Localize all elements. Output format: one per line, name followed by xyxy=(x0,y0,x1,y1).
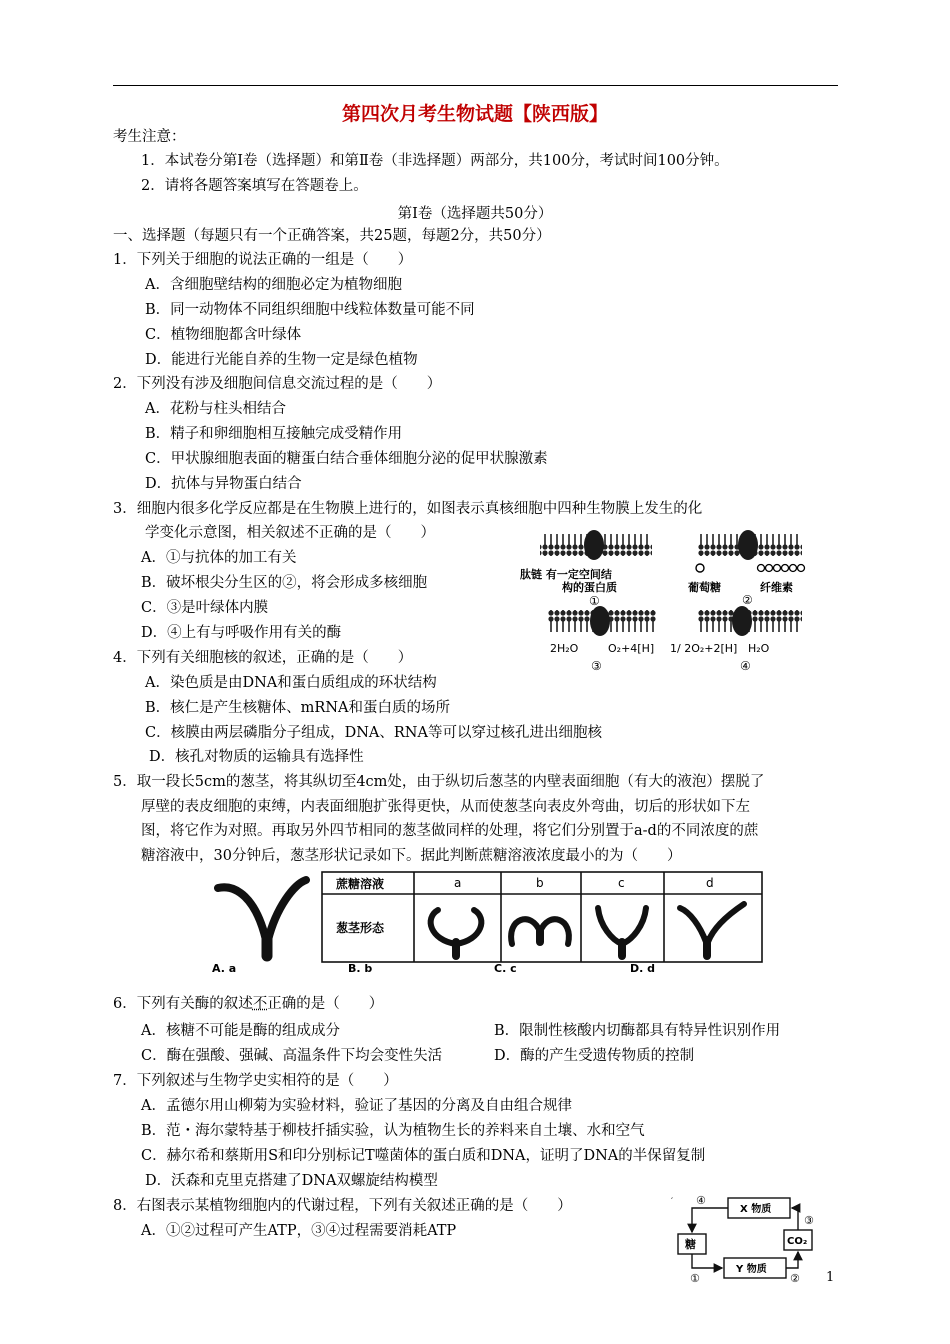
question-6-emphasis-mark: 不 xyxy=(252,996,268,1012)
notice-item-1: 1．本试卷分第Ⅰ卷（选择题）和第Ⅱ卷（非选择题）两部分，共100分，考试时间100分钟。 xyxy=(141,153,729,169)
stem-shape-a xyxy=(431,910,482,956)
process-3-number: ③ xyxy=(804,1214,814,1227)
membrane-1-label-2: 构的蛋白质 xyxy=(562,581,617,594)
process-1-number: ① xyxy=(690,1272,700,1284)
process-2-number: ② xyxy=(790,1272,800,1284)
question-6-stem-post: 正确的是（ ） xyxy=(267,996,384,1012)
membrane-1-label-1: 肽链 有一定空间结 xyxy=(520,568,612,581)
membrane-3-number: ③ xyxy=(591,659,602,673)
section-heading: 第Ⅰ卷（选择题共50分） xyxy=(397,206,553,222)
question-8-option-a: A．①②过程可产生ATP，③④过程需要消耗ATP xyxy=(141,1223,457,1239)
question-3-stem-line2: 学变化示意图，相关叙述不正确的是（ ） xyxy=(145,525,435,541)
question-2-stem: 2．下列没有涉及细胞间信息交流过程的是（ ） xyxy=(113,376,442,392)
question-3-stem-line1: 3．细胞内很多化学反应都是在生物膜上进行的，如图表示真核细胞中四种生物膜上发生的化 xyxy=(113,501,703,517)
table-header-solution: 蔗糖溶液 xyxy=(336,877,385,891)
header-rule xyxy=(113,85,838,86)
membrane-2-left-label: 葡萄糖 xyxy=(688,581,721,594)
question-1-option-d: D．能进行光能自养的生物一定是绿色植物 xyxy=(145,352,418,368)
exam-title: 第四次月考生物试题【陕西版】 xyxy=(341,103,608,125)
question-2-option-a: A．花粉与柱头相结合 xyxy=(145,401,286,417)
question-7-option-b: B．范・海尔蒙特基于柳枝扦插实验，认为植物生长的养料来自土壤、水和空气 xyxy=(141,1123,645,1139)
control-stem-shape xyxy=(218,880,306,956)
stem-shape-d xyxy=(680,904,744,956)
table-column-b: b xyxy=(536,876,544,890)
question-1-option-c: C．植物细胞都含叶绿体 xyxy=(145,327,302,343)
question-4-option-d: D．核孔对物质的运输具有选择性 xyxy=(149,749,364,765)
membrane-diagram xyxy=(512,528,812,680)
question-3-option-b: B．破坏根尖分生区的②，将会形成多核细胞 xyxy=(141,575,428,591)
prime-mark: ′ xyxy=(671,1197,674,1207)
question-2-option-d: D．抗体与异物蛋白结合 xyxy=(145,476,302,492)
question-4-option-b: B．核仁是产生核糖体、mRNA和蛋白质的场所 xyxy=(145,700,450,716)
onion-stem-figure xyxy=(206,868,766,980)
x-substance-label: X 物质 xyxy=(740,1204,772,1215)
answer-c: C. c xyxy=(494,962,517,975)
co2-label: CO₂ xyxy=(787,1236,808,1247)
y-substance-label: Y 物质 xyxy=(736,1264,767,1275)
question-6-option-c: C．酶在强酸、强碱、高温条件下均会变性失活 xyxy=(141,1048,443,1064)
question-1-option-b: B．同一动物体不同组织细胞中线粒体数量可能不同 xyxy=(145,302,475,318)
question-1-option-a: A．含细胞壁结构的细胞必定为植物细胞 xyxy=(145,277,402,293)
membrane-4-left-label: 1/ 2O₂+2[H] xyxy=(670,642,738,655)
question-6-option-b: B．限制性核酸内切酶都具有特异性识别作用 xyxy=(494,1023,781,1039)
table-column-c: c xyxy=(618,876,625,890)
question-3-option-c: C．③是叶绿体内膜 xyxy=(141,600,269,616)
question-7-option-a: A．孟德尔用山柳菊为实验材料，验证了基因的分离及自由组合规律 xyxy=(141,1098,572,1114)
process-4-number: ④ xyxy=(696,1194,706,1207)
membrane-2-right-label: 纤维素 xyxy=(760,581,793,594)
question-3-option-d: D．④上有与呼吸作用有关的酶 xyxy=(141,625,342,641)
question-5-line4: 糖溶液中，30分钟后，葱茎形状记录如下。据此判断蔗糖溶液浓度最小的为（ ） xyxy=(141,848,682,864)
question-6-stem xyxy=(113,994,383,1014)
question-5-line2: 厚壁的表皮细胞的束缚，内表面细胞扩张得更快，从而使葱茎向表皮外弯曲，切后的形状如下左 xyxy=(141,799,750,815)
answer-b: B. b xyxy=(348,962,373,975)
answer-a: A. a xyxy=(212,962,237,975)
question-4-option-c: C．核膜由两层磷脂分子组成，DNA、RNA等可以穿过核孔进出细胞核 xyxy=(145,725,602,741)
question-6-option-d: D．酶的产生受遗传物质的控制 xyxy=(494,1048,695,1064)
part-heading: 一、选择题（每题只有一个正确答案，共25题，每题2分，共50分） xyxy=(113,228,551,244)
question-7-option-d: D．沃森和克里克搭建了DNA双螺旋结构模型 xyxy=(145,1173,438,1189)
membrane-4-right-label: H₂O xyxy=(748,642,770,655)
question-5-line3: 图，将它作为对照。再取另外四节相同的葱茎做同样的处理，将它们分别置于a-d的不同浓度的蔗 xyxy=(141,823,759,839)
question-2-option-b: B．精子和卵细胞相互接触完成受精作用 xyxy=(145,426,403,442)
membrane-4-number: ④ xyxy=(740,659,751,673)
membrane-2-number: ② xyxy=(742,593,753,607)
question-7-option-c: C．赫尔希和蔡斯用S和印分别标记T噬菌体的蛋白质和DNA，证明了DNA的半保留复制 xyxy=(141,1148,706,1164)
question-8-stem: 8．右图表示某植物细胞内的代谢过程，下列有关叙述正确的是（ ） xyxy=(113,1198,572,1214)
question-2-option-c: C．甲状腺细胞表面的糖蛋白结合垂体细胞分泌的促甲状腺激素 xyxy=(145,451,548,467)
question-6-option-a: A．核糖不可能是酶的组成成分 xyxy=(141,1023,340,1039)
question-6-stem-pre: 6．下列有关酶的叙述 xyxy=(113,996,253,1012)
table-header-shape: 葱茎形态 xyxy=(336,921,385,935)
membrane-3-right-label: O₂+4[H] xyxy=(608,642,655,655)
membrane-3-left-label: 2H₂O xyxy=(550,642,579,655)
question-1-stem: 1．下列关于细胞的说法正确的一组是（ ） xyxy=(113,252,413,268)
notice-heading: 考生注意： xyxy=(113,129,186,145)
stem-shape-b xyxy=(511,919,569,944)
membrane-1-number: ① xyxy=(589,594,600,608)
page-number: 1 xyxy=(826,1270,835,1285)
question-4-stem: 4．下列有关细胞核的叙述，正确的是（ ） xyxy=(113,650,413,666)
question-5-line1: 5．取一段长5cm的葱茎，将其纵切至4cm处，由于纵切后葱茎的内壁表面细胞（有大的液泡）摆脱了 xyxy=(113,774,765,790)
question-7-stem: 7．下列叙述与生物学史实相符的是（ ） xyxy=(113,1073,398,1089)
stem-shape-c xyxy=(598,908,646,956)
notice-item-2: 2．请将各题答案填写在答题卷上。 xyxy=(141,178,368,194)
metabolism-cycle-diagram xyxy=(668,1192,828,1284)
sugar-label: 糖 xyxy=(685,1238,696,1251)
answer-d: D. d xyxy=(630,962,656,975)
question-4-option-a: A．染色质是由DNA和蛋白质组成的环状结构 xyxy=(145,675,437,691)
question-3-option-a: A．①与抗体的加工有关 xyxy=(141,550,297,566)
table-column-d: d xyxy=(706,876,714,890)
table-column-a: a xyxy=(454,876,462,890)
